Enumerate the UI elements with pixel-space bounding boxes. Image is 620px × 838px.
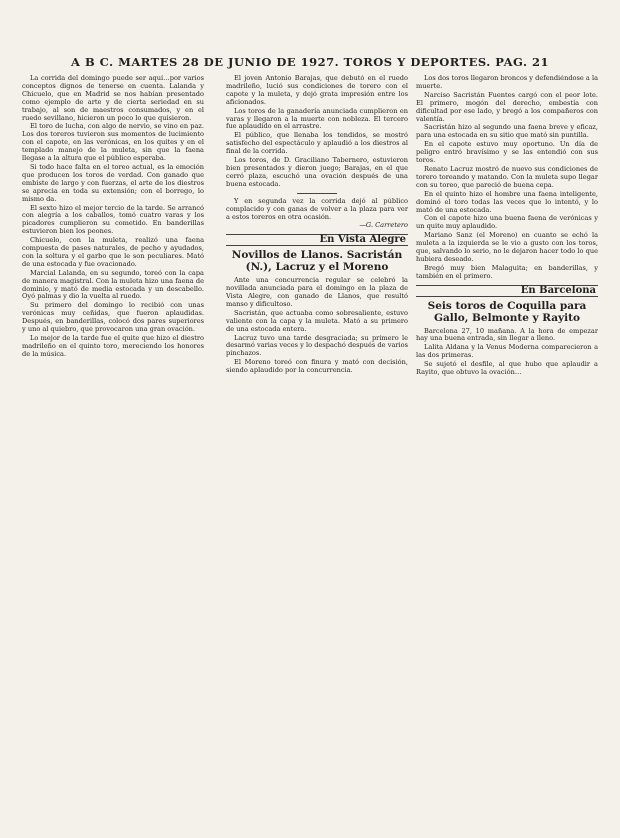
column-right [416, 75, 598, 815]
article-paragraph: El público, que llenaba los tendidos, se mostró satisfecho del espectáculo y aplaudió a los diestros al final de la corrida. [226, 131, 408, 156]
section-label: En Barcelona [520, 284, 596, 296]
author-signature: —G. Carretero [359, 221, 408, 230]
article-paragraph: El toro de lucha, con algo de nervio, se vino en paz. Los dos toreros tuvieron sus momentos de lucimiento con el capote, en las verónicas, en los quites y en el templado manejo de la muleta, sin que la faena llegase a la altura que el público esperaba. [22, 122, 204, 163]
column-left [22, 75, 204, 815]
article-paragraph: Lalita Aldana y la Venus Moderna comparecieron a las dos primeras. [416, 343, 598, 360]
article-paragraph: Y en segunda vez la corrida dejó al público complacido y con ganas de volver a la plaza para ver a estos toreros en otra ocasión. [226, 196, 408, 221]
section-label: En Vista Alegre [319, 234, 406, 246]
article-headline: Seis toros de Coquilla para Gallo, Belmonte y Rayito [427, 299, 587, 324]
article-paragraph: Los toros de la ganadería anunciada cumplieron en varas y llegaron a la muerte con nobleza. El tercero fue aplaudido en el arrastre. [226, 106, 408, 131]
article-paragraph: Ante una concurrencia regular se celebró la novillada anunciada para el domingo en la plaza de Vista Alegre, con ganado de Llanos, que resultó manso y dificultoso. [226, 276, 408, 308]
article-paragraph: Lacruz tuvo una tarde desgraciada; su primero le desarmó varias veces y lo despachó después de varios pinchazos. [226, 333, 408, 358]
article-paragraph: Sacristán hizo al segundo una faena breve y eficaz, para una estocada en su sitio que mató sin puntilla. [416, 123, 598, 140]
article-paragraph: Los dos toros llegaron broncos y defendiéndose a la muerte. [416, 75, 598, 90]
article-paragraph: Si todo hace falta en el toreo actual, es la emoción que producen los toros de verdad. Con ganado que embiste de largo y con fuerzas, el arte de los diestros se aprecia en toda su extensión; con el borrego, lo mismo da. [22, 162, 204, 203]
article-paragraph: Su primero del domingo lo recibió con unas verónicas muy ceñidas, que fueron aplaudidas. Después, en banderillas, colocó dos pares superiores y uno al quiebro, que provocaron una gran ovación. [22, 301, 204, 334]
page-header: A B C. MARTES 28 DE JUNIO DE 1927. TOROS Y DEPORTES. PAG. 21 [71, 55, 549, 69]
article-paragraph: Marcial Lalanda, en su segundo, toreó con la capa de manera magistral. Con la muleta hizo una faena de dominio, y mató de media estocada y un descabello. Oyó palmas y dio la vuelta al ruedo. [22, 268, 204, 301]
article-paragraph: En el quinto hizo el hombre una faena inteligente, dominó el toro todas las veces que lo intentó, y lo mató de una estocada. [416, 189, 598, 214]
article-paragraph: Mariano Sanz (el Moreno) en cuanto se echó la muleta a la izquierda se le vio a gusto con los toros, que, salvando lo serio, no le dejaron hacer todo lo que hubiera deseado. [416, 231, 598, 263]
article-paragraph: Sacristán, que actuaba como sobresaliente, estuvo valiente con la capa y la muleta. Mató a su primero de una estocada entera. [226, 308, 408, 333]
column-middle [226, 75, 408, 815]
divider [416, 296, 598, 297]
divider [297, 193, 337, 194]
article-headline: Novillos de Llanos. Sacristán (N.), Lacruz y el Moreno [231, 249, 403, 274]
divider [226, 245, 408, 246]
article-paragraph: El Moreno toreó con finura y mató con decisión, siendo aplaudido por la concurrencia. [226, 358, 408, 375]
article-paragraph: Bregó muy bien Malaguita; en banderillas, y también en el primero. [416, 263, 598, 280]
section-header-vista-alegre [226, 234, 408, 246]
article-paragraph: En el capote estuvo muy oportuno. Un día de peligro entró bravísimo y se las entendió con sus toros. [416, 140, 598, 165]
article-paragraph: El joven Antonio Barajas, que debutó en el ruedo madrileño, lució sus condiciones de torero con el capote y la muleta, y dejó grata impresión entre los aficionados. [226, 75, 408, 106]
article-paragraph: Los toros, de D. Graciliano Tabernero, estuvieron bien presentados y dieron juego; Barajas, en el que cerró plaza, escuchó una ovación después de una buena estocada. [226, 156, 408, 188]
article-paragraph: Renato Lacruz mostró de nuevo sus condiciones de torero toreando y matando. Con la muleta supo llegar con su toreo, que pareció de buena cepa. [416, 164, 598, 189]
article-paragraph: Con el capote hizo una buena faena de verónicas y un quite muy aplaudido. [416, 214, 598, 231]
article-paragraph: Barcelona 27, 10 mañana. A la hora de empezar hay una buena entrada, sin llegar a lleno. [416, 326, 598, 343]
article-paragraph: Se sujetó el desfile, al que hubo que aplaudir a Rayito, que obtuvo la ovación… [416, 360, 598, 377]
article-paragraph: Chicuelo, con la muleta, realizó una faena compuesta de pases naturales, de pecho y ayudados, con la soltura y el garbo que le son peculiares. Mató de una estocada y fue ovacionado. [22, 236, 204, 268]
article-paragraph: El sexto hizo el mejor tercio de la tarde. Se arrancó con alegría a los caballos, tomó cuatro varas y los picadores cumplieron su cometido. En banderillas estuvieron bien los peones. [22, 203, 204, 236]
article-paragraph: Lo mejor de la tarde fue el quite que hizo el diestro madrileño en el quinto toro, mereciendo los honores de la música. [22, 334, 204, 358]
section-header-barcelona [416, 285, 598, 297]
article-paragraph: La corrida del domingo puede ser aquí…por varios conceptos dignos de tenerse en cuenta. Lalanda y Chicuelo, que en Madrid se nos habían presentado como ejemplo de arte y de cierta seriedad en su trabajo, al son de maestros consumados, y en el ruedo sevillano, hicieron un poco lo que quisieron. [22, 75, 204, 122]
article-paragraph: Narciso Sacristán Fuentes cargó con el peor lote. El primero, mogón del derecho, embestía con dificultad por ese lado, y bregó a los compañeros con valentía. [416, 90, 598, 123]
